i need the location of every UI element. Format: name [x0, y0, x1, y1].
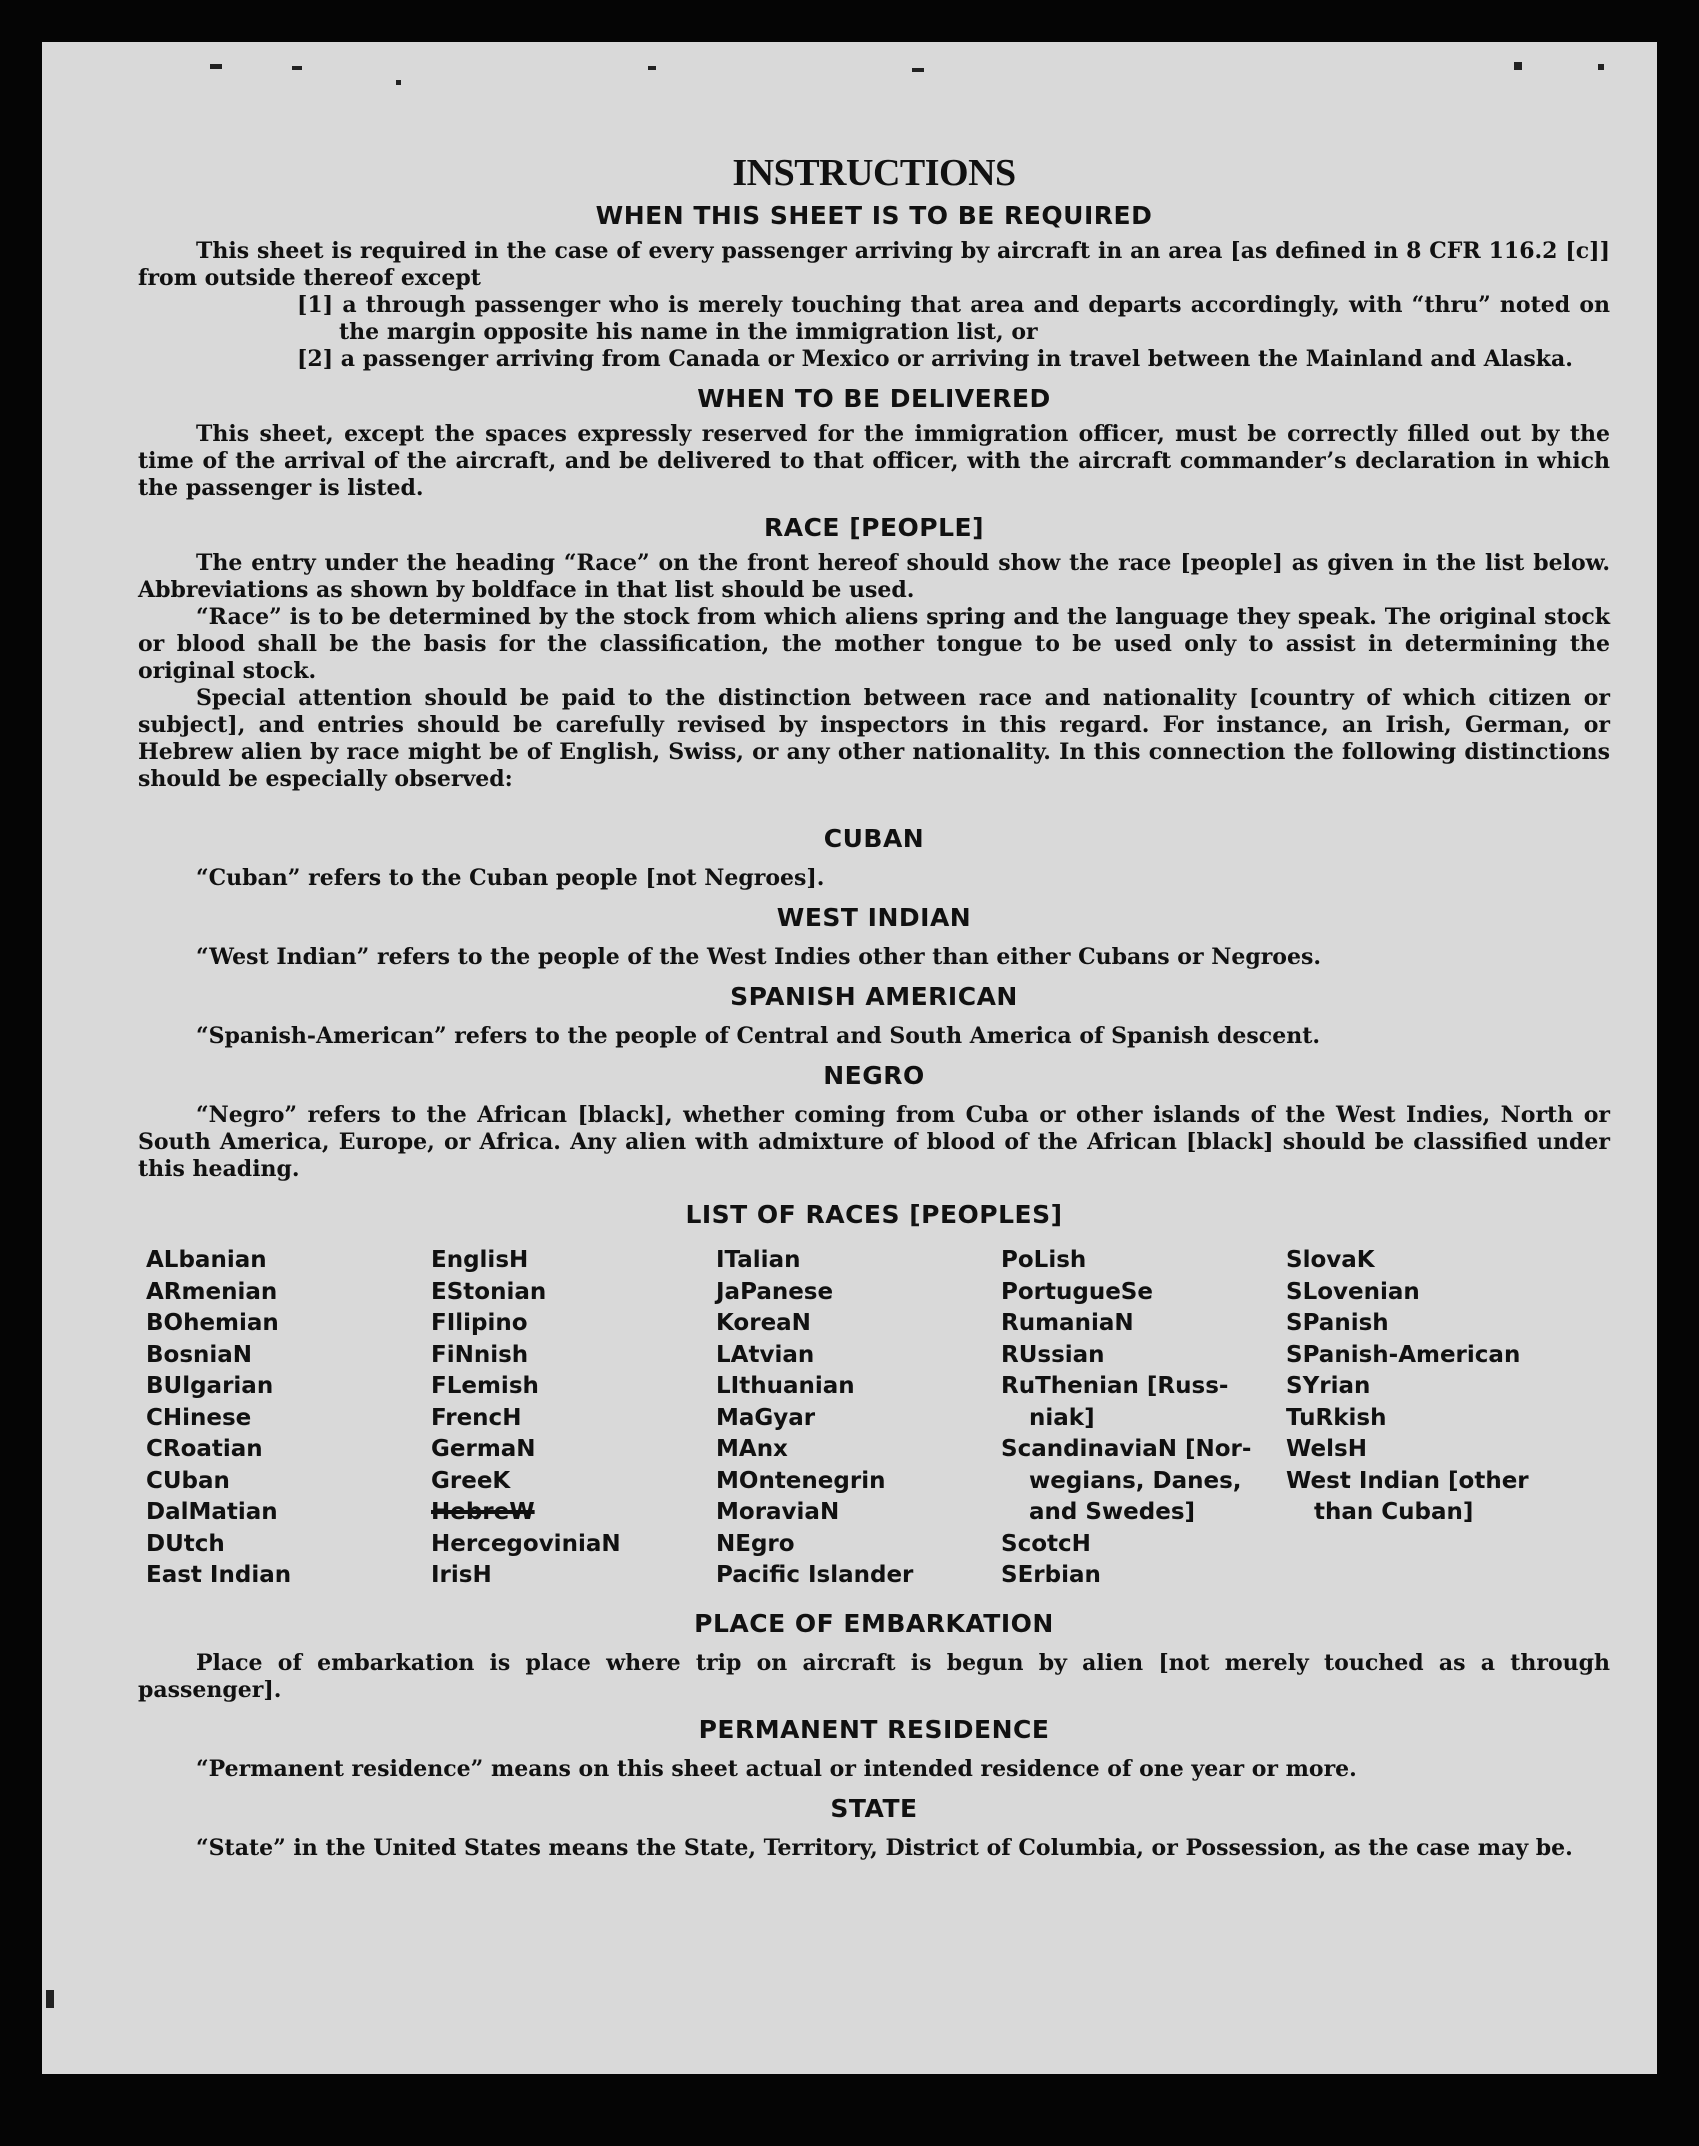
race-entry: TuRkish: [1286, 1404, 1387, 1431]
race-column: [716, 1245, 1001, 1592]
heading-list-of-races: LIST OF RACES [PEOPLES]: [685, 1200, 1063, 1229]
cuban-text: “Cuban” refers to the Cuban people [not Negroes].: [196, 865, 825, 891]
race-entry: West Indian [other: [1286, 1467, 1529, 1494]
race-entry: ARmenian: [146, 1278, 278, 1305]
race-entry: ScotcH: [1001, 1530, 1091, 1557]
race-entry: WelsH: [1286, 1436, 1367, 1462]
race-entry: Pacific Islander: [716, 1562, 914, 1588]
race-entry: NEgro: [716, 1530, 795, 1557]
race-entry: LAtvian: [716, 1341, 815, 1368]
race-column: [431, 1245, 716, 1592]
race-paragraph-1: The entry under the heading “Race” on the front hereof should show the race [people] as given in the list below. Abbreviations as shown by boldface in that list should be used.: [138, 550, 1610, 603]
scan-mark: [292, 66, 302, 70]
race-entry: niak]: [1029, 1404, 1095, 1431]
race-entry: PoLish: [1001, 1247, 1087, 1273]
race-entry: FLemish: [431, 1373, 539, 1399]
race-entry: LIthuanian: [716, 1373, 855, 1399]
race-entry: MAnx: [716, 1436, 788, 1462]
race-entry: ALbanian: [146, 1247, 267, 1273]
race-entry: GreeK: [431, 1467, 511, 1494]
race-entry: HercegoviniaN: [431, 1530, 621, 1557]
race-entry: CRoatian: [146, 1436, 263, 1462]
race-entry: DalMatian: [146, 1499, 278, 1525]
race-column: [1001, 1245, 1286, 1592]
race-entry: ITalian: [716, 1247, 801, 1273]
race-entry: DUtch: [146, 1530, 225, 1557]
race-entry: ScandinaviaN [Nor-: [1001, 1436, 1252, 1462]
state-text: “State” in the United States means the State, Territory, District of Columbia, or Possession, as the case may be.: [196, 1834, 1573, 1861]
race-paragraph-3: Special attention should be paid to the distinction between race and nationality [country of which citizen or subject], and entries should be carefully revised by inspectors in this regard. For instance, an Irish, German, or Hebrew alien by race might be of English, Swiss, or any other nationality. In this connection the following distinctions should be especially observed:: [138, 685, 1610, 792]
race-entry: BosniaN: [146, 1341, 253, 1368]
race-entry: SlovaK: [1286, 1247, 1375, 1273]
race-entry: FiNnish: [431, 1341, 529, 1368]
heading-race: RACE [PEOPLE]: [763, 513, 985, 542]
race-entry: EStonian: [431, 1278, 547, 1305]
race-entry: SPanish: [1286, 1310, 1389, 1336]
race-entry: RUssian: [1001, 1341, 1105, 1368]
embarkation-text: Place of embarkation is place where trip on aircraft is begun by alien [not merely touched as a through passenger].: [138, 1649, 1610, 1703]
heading-permanent-residence: PERMANENT RESIDENCE: [698, 1714, 1050, 1744]
race-entry: JaPanese: [716, 1278, 834, 1305]
race-entry: SYrian: [1286, 1373, 1371, 1399]
race-entry: GermaN: [431, 1436, 536, 1462]
document-sheet: [42, 42, 1657, 2074]
page-title: INSTRUCTIONS: [732, 152, 1016, 194]
permanent-residence-text: “Permanent residence” means on this sheet actual or intended residence of one year or more.: [196, 1755, 1357, 1782]
race-entry: HebreW: [431, 1499, 535, 1525]
race-entry: BUlgarian: [146, 1373, 274, 1399]
race-entry: MaGyar: [716, 1404, 816, 1431]
document-body: [138, 150, 1610, 1862]
heading-when-required: WHEN THIS SHEET IS TO BE REQUIRED: [595, 201, 1153, 230]
race-entry: wegians, Danes,: [1029, 1467, 1242, 1494]
race-entry: RuThenian [Russ-: [1001, 1373, 1229, 1399]
race-entry: MoraviaN: [716, 1499, 840, 1525]
race-column: [1286, 1245, 1571, 1592]
race-entry: KoreaN: [716, 1310, 811, 1336]
heading-embarkation: PLACE OF EMBARKATION: [694, 1608, 1054, 1638]
race-entry: FIlipino: [431, 1310, 528, 1336]
scan-mark: [648, 66, 656, 70]
when-delivered-text: This sheet, except the spaces expressly reserved for the immigration officer, must be correctly filled out by the time of the arrival of the aircraft, and be delivered to that officer, with the aircraft commander’s declaration in which the passenger is listed.: [138, 421, 1610, 501]
race-entry: RumaniaN: [1001, 1310, 1134, 1336]
race-entry: BOhemian: [146, 1310, 279, 1336]
heading-spanish-american: SPANISH AMERICAN: [730, 982, 1018, 1011]
race-entry: SErbian: [1001, 1562, 1101, 1588]
heading-negro: NEGRO: [823, 1061, 925, 1090]
scan-mark: [912, 68, 924, 72]
scan-mark: [1598, 64, 1604, 70]
exception-item-2: [2] a passenger arriving from Canada or Mexico or arriving in travel between the Mainland and Alaska.: [297, 346, 1573, 372]
race-entry: CHinese: [146, 1404, 252, 1431]
race-entry: EnglisH: [431, 1247, 529, 1273]
heading-cuban: CUBAN: [823, 824, 925, 853]
scan-mark: [1514, 62, 1522, 70]
race-column: [146, 1245, 431, 1592]
race-entry: East Indian: [146, 1562, 292, 1588]
scan-mark: [396, 80, 401, 85]
race-entry: SPanish-American: [1286, 1341, 1521, 1368]
race-entry: than Cuban]: [1314, 1499, 1474, 1525]
when-required-text: This sheet is required in the case of every passenger arriving by aircraft in an area [as defined in 8 CFR 116.2 [c]] from outside thereof except: [138, 238, 1610, 291]
race-entry: CUban: [146, 1467, 230, 1494]
heading-state: STATE: [830, 1793, 918, 1823]
negro-text: “Negro” refers to the African [black], whether coming from Cuba or other islands of the West Indies, North or South America, Europe, or Africa. Any alien with admixture of blood of the African [black] should be classified under this heading.: [138, 1102, 1610, 1182]
scan-mark: [210, 64, 222, 69]
scan-mark: [46, 1990, 54, 2008]
race-entry: FrencH: [431, 1404, 522, 1431]
heading-when-delivered: WHEN TO BE DELIVERED: [697, 384, 1051, 413]
spanish-american-text: “Spanish-American” refers to the people of Central and South America of Spanish descent.: [196, 1023, 1321, 1049]
heading-west-indian: WEST INDIAN: [776, 903, 972, 932]
exception-item-1: [1] a through passenger who is merely touching that area and departs accordingly, with “thru” noted on the margin opposite his name in the immigration list, or: [297, 292, 1610, 345]
race-list: [146, 1245, 1610, 1592]
race-entry: MOntenegrin: [716, 1467, 886, 1494]
race-paragraph-2: “Race” is to be determined by the stock from which aliens spring and the language they speak. The original stock or blood shall be the basis for the classification, the mother tongue to be used only to assist in determining the original stock.: [138, 604, 1610, 684]
west-indian-text: “West Indian” refers to the people of the West Indies other than either Cubans or Negroes.: [196, 944, 1322, 970]
race-entry: PortugueSe: [1001, 1278, 1153, 1305]
race-entry: and Swedes]: [1029, 1499, 1196, 1525]
race-entry: SLovenian: [1286, 1278, 1420, 1305]
race-entry: IrisH: [431, 1562, 492, 1588]
